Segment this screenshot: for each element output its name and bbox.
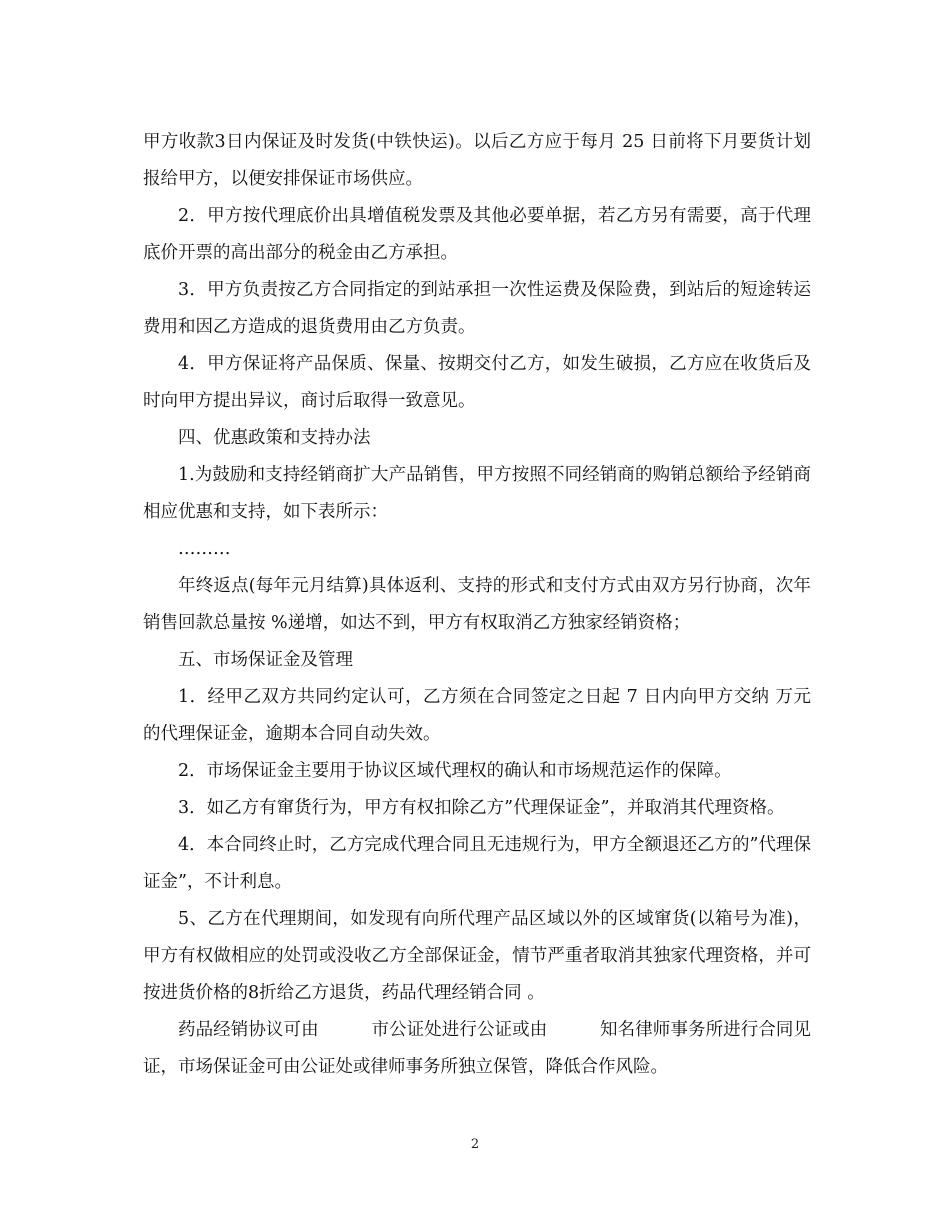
paragraph-section4-clause-1: 1.为鼓励和支持经销商扩大产品销售，甲方按照不同经销商的购销总额给予经销商相应优惠和支持，如下表所示： xyxy=(143,465,811,522)
paragraph-section5-clause-3: 3．如乙方有窜货行为，甲方有权扣除乙方”代理保证金”，并取消其代理资格。 xyxy=(178,798,785,818)
paragraph-ellipsis: ……… xyxy=(178,539,231,559)
paragraph-notarization: 药品经销协议可由 市公证处进行公证或由 知名律师事务所进行合同见证，市场保证金可由公证处或律师事务所独立保管，降低合作风险。 xyxy=(143,1020,811,1077)
paragraph-section5-clause-5: 5、乙方在代理期间，如发现有向所代理产品区域以外的区域窜货(以箱号为准)，甲方有权做相应的处罚或没收乙方全部保证金，情节严重者取消其独家代理资格，并可按进货价格的8折给乙方退货，药品代理经销合同 。 xyxy=(143,909,811,1003)
section-heading-5: 五、市场保证金及管理 xyxy=(178,650,353,670)
paragraph-clause-2-invoice: 2．甲方按代理底价出具增值税发票及其他必要单据，若乙方另有需要，高于代理底价开票的高出部分的税金由乙方承担。 xyxy=(143,206,811,263)
document-body xyxy=(143,124,811,1086)
paragraph-section5-clause-1: 1．经甲乙双方共同约定认可，乙方须在合同签定之日起 7 日内向甲方交纳 万元的代理保证金，逾期本合同自动失效。 xyxy=(143,687,811,744)
page-number: 2 xyxy=(470,1137,480,1152)
paragraph-clause-4-quality: 4．甲方保证将产品保质、保量、按期交付乙方，如发生破损，乙方应在收货后及时向甲方提出异议，商讨后取得一致意见。 xyxy=(143,354,811,411)
paragraph-clause-3-freight: 3．甲方负责按乙方合同指定的到站承担一次性运费及保险费，到站后的短途转运费用和因乙方造成的退货费用由乙方负责。 xyxy=(143,280,811,337)
paragraph-delivery-continuation: 甲方收款3日内保证及时发货(中铁快运)。以后乙方应于每月 25 日前将下月要货计划报给甲方，以便安排保证市场供应。 xyxy=(143,132,811,189)
paragraph-year-end-rebate: 年终返点(每年元月结算)具体返利、支持的形式和支付方式由双方另行协商，次年销售回款总量按 %递增，如达不到，甲方有权取消乙方独家经销资格； xyxy=(143,576,811,633)
paragraph-section5-clause-4: 4．本合同终止时，乙方完成代理合同且无违规行为，甲方全额退还乙方的”代理保证金”，不计利息。 xyxy=(143,835,811,892)
paragraph-section5-clause-2: 2．市场保证金主要用于协议区域代理权的确认和市场规范运作的保障。 xyxy=(178,761,732,781)
section-heading-4: 四、优惠政策和支持办法 xyxy=(178,428,371,448)
